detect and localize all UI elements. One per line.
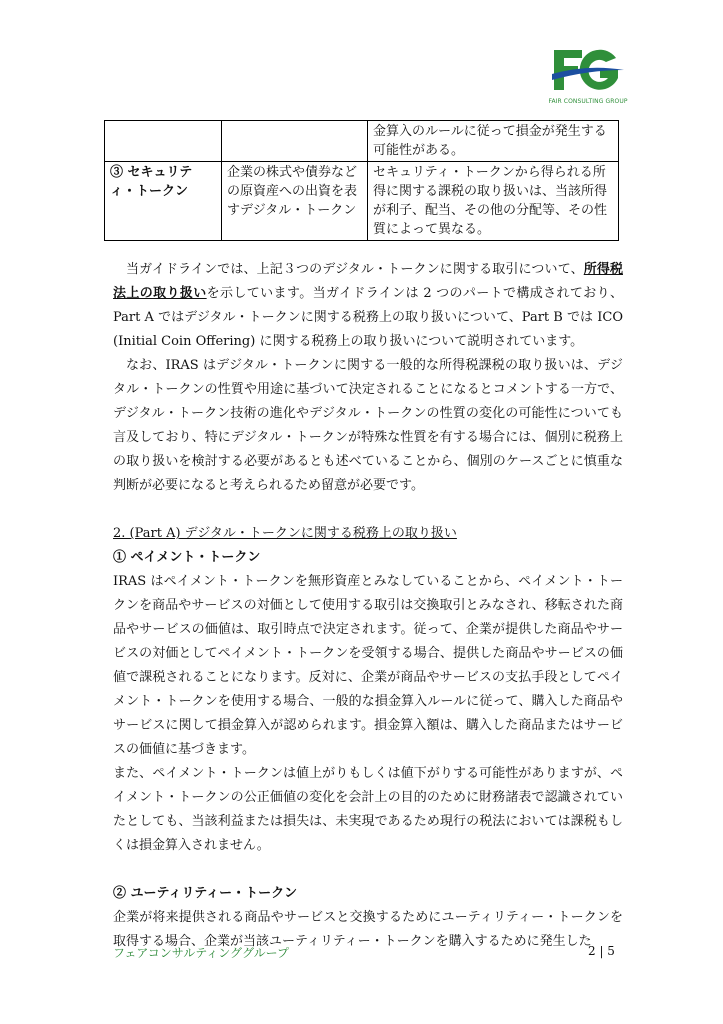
page-number: 2 | 5 [588, 944, 615, 958]
footer-company: フェアコンサルティンググループ [113, 946, 290, 960]
table-cell [222, 121, 368, 162]
paragraph [113, 258, 623, 354]
paragraph-text: を示しています。当ガイドラインは 2 つのパートで構成されており、Part A ではデジタル・トークンに関する税務上の取り扱いについて、Part B では ICO (Initial Coin Offering) に関する税務上の取り扱いについて説明されています。 [113, 286, 623, 349]
company-logo [548, 44, 628, 114]
paragraph: IRAS はペイメント・トークンを無形資産とみなしていることから、ペイメント・トークンを商品やサービスの対価として使用する取引は交換取引とみなされ、移転された商品やサービスの価値は、取引時点で決定されます。従って、企業が提供した商品やサービスの対価としてペイメント・トークンを受領する場合、提供した商品やサービスの価値で課税されることになります。反対に、企業が商品やサービスの支払手段としてペイメント・トークンを使用する場合、一般的な損金算入ルールに従って、購入した商品やサービスに関して損金算入が認められます。損金算入額は、購入した商品またはサービスの価値に基づきます。 [113, 574, 623, 757]
spacer [113, 858, 623, 882]
spacer [113, 498, 623, 522]
emphasis-text: 所得税法上の取り扱い [113, 262, 623, 301]
logo-subtitle: FAIR CONSULTING GROUP [548, 98, 628, 105]
subsection-title: ① ペイメント・トークン [113, 550, 261, 565]
paragraph: 企業が将来提供される商品やサービスと交換するためにユーティリティー・トークンを取得する場合、企業が当該ユーティリティー・トークンを購入するために発生した [113, 910, 623, 949]
fg-logo-mark [548, 44, 628, 96]
subsection-title: ② ユーティリティー・トークン [113, 886, 298, 901]
table-row [105, 121, 619, 162]
paragraph: なお、IRAS はデジタル・トークンに関する一般的な所得税課税の取り扱いは、デジタル・トークンの性質や用途に基づいて決定されることになるとコメントする一方で、デジタル・トークン技術の進化やデジタル・トークンの性質の変化の可能性についても言及しており、特にデジタル・トークンが特殊な性質を有する場合には、個別に税務上の取り扱いを検討する必要があるとも述べていることから、個別のケースごとに慎重な判断が必要になると考えられるため留意が必要です。 [113, 358, 623, 493]
table-cell: ③ セキュリティ・トークン [105, 162, 222, 241]
section-title: 2. (Part A) デジタル・トークンに関する税務上の取り扱い [113, 526, 457, 541]
table-row [105, 162, 619, 241]
paragraph-text: 当ガイドラインでは、上記３つのデジタル・トークンに関する取引について、 [126, 262, 584, 277]
table-cell [105, 121, 222, 162]
table-cell: セキュリティ・トークンから得られる所得に関する課税の取り扱いは、当該所得が利子、配当、その他の分配等、その性質によって異なる。 [368, 162, 619, 241]
token-classification-table [104, 120, 619, 241]
table-cell: 金算入のルールに従って損金が発生する可能性がある。 [368, 121, 619, 162]
paragraph: また、ペイメント・トークンは値上がりもしくは値下がりする可能性がありますが、ペイメント・トークンの公正価値の変化を会計上の目的のために財務諸表で認識されていたとしても、当該利益または損失は、未実現であるため現行の税法においては課税もしくは損金算入されません。 [113, 766, 623, 853]
document-body [113, 258, 623, 954]
table-cell: 企業の株式や債券などの原資産への出資を表すデジタル・トークン [222, 162, 368, 241]
